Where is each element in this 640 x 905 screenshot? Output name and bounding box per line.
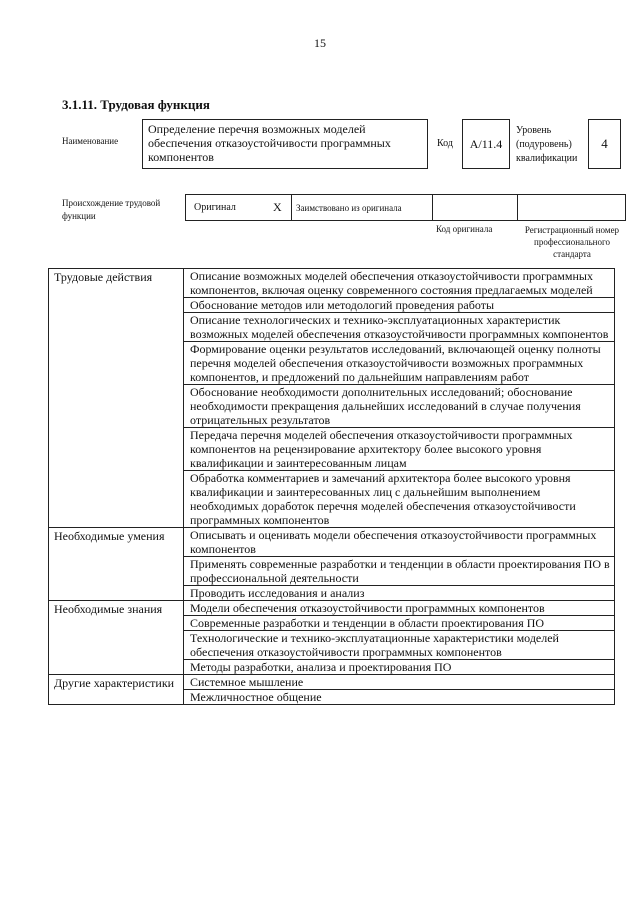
page-number: 15	[314, 36, 326, 50]
table-item: Описывать и оценивать модели обеспечения отказоустойчивости программных компонентов	[184, 528, 615, 557]
code-value: A/11.4	[462, 119, 510, 169]
table-row	[49, 528, 615, 557]
original-cell	[186, 195, 292, 220]
reg-number-label: Регистрационный номер профессионального стандарта	[524, 225, 620, 259]
group-label: Другие характеристики	[49, 675, 184, 705]
group-label: Трудовые действия	[49, 269, 184, 528]
borrowed-label: Заимствовано из оригинала	[296, 202, 402, 213]
table-item: Межличностное общение	[184, 690, 615, 705]
table-item: Обоснование методов или методологий проведения работы	[184, 298, 615, 313]
origin-divider	[517, 194, 518, 221]
level-value: 4	[588, 119, 621, 169]
table-item: Обоснование необходимости дополнительных исследований; обоснование необходимости прекращения дальнейших исследований в случае получения отрицательных результатов	[184, 385, 615, 428]
origin-row	[185, 194, 626, 221]
original-label: Оригинал	[194, 202, 236, 213]
table-row	[49, 675, 615, 690]
code-original-label: Код оригинала	[436, 224, 493, 234]
name-value: Определение перечня возможных моделей обеспечения отказоустойчивости программных компонентов	[142, 119, 428, 169]
origin-divider	[625, 194, 626, 221]
table-row	[49, 269, 615, 298]
origin-label: Происхождение трудовой функции	[62, 198, 161, 221]
borrowed-cell	[292, 195, 618, 220]
section-title: 3.1.11. Трудовая функция	[62, 97, 210, 112]
function-table	[48, 268, 615, 705]
group-label: Необходимые умения	[49, 528, 184, 601]
name-label: Наименование	[62, 136, 119, 146]
code-label: Код	[437, 138, 453, 149]
table-item: Проводить исследования и анализ	[184, 586, 615, 601]
table-body	[49, 269, 615, 705]
table-item: Методы разработки, анализа и проектирования ПО	[184, 660, 615, 675]
origin-divider	[432, 194, 433, 221]
table-item: Описание технологических и технико-эксплуатационных характеристик возможных моделей обеспечения отказоустойчивости программных компонентов	[184, 313, 615, 342]
group-label: Необходимые знания	[49, 601, 184, 675]
table-item: Формирование оценки результатов исследований, включающей оценку полноты перечня моделей обеспечения отказоустойчивости возможных программных компонентов, и предложений по дальнейшим направлениям работ	[184, 342, 615, 385]
table-item: Описание возможных моделей обеспечения отказоустойчивости программных компонентов, включая оценку современного состояния предлагаемых моделей	[184, 269, 615, 298]
original-mark: X	[273, 200, 282, 214]
table-item: Передача перечня моделей обеспечения отказоустойчивости программных компонентов на рецензирование архитектору более высокого уровня квалификации и заинтересованным лицам	[184, 428, 615, 471]
table-item: Технологические и технико-эксплуатационные характеристики моделей обеспечения отказоустойчивости программных компонентов	[184, 631, 615, 660]
table-item: Современные разработки и тенденции в области проектирования ПО	[184, 616, 615, 631]
table-item: Применять современные разработки и тенденции в области проектирования ПО в профессиональной деятельности	[184, 557, 615, 586]
table-item: Системное мышление	[184, 675, 615, 690]
table-item: Обработка комментариев и замечаний архитектора более высокого уровня квалификации и заинтересованных лиц с дальнейшим выполнением необходимых доработок перечня моделей обеспечения отказоустойчивости программных компонентов	[184, 471, 615, 528]
table-item: Модели обеспечения отказоустойчивости программных компонентов	[184, 601, 615, 616]
level-label: Уровень (подуровень) квалификации	[516, 125, 578, 164]
table-row	[49, 601, 615, 616]
